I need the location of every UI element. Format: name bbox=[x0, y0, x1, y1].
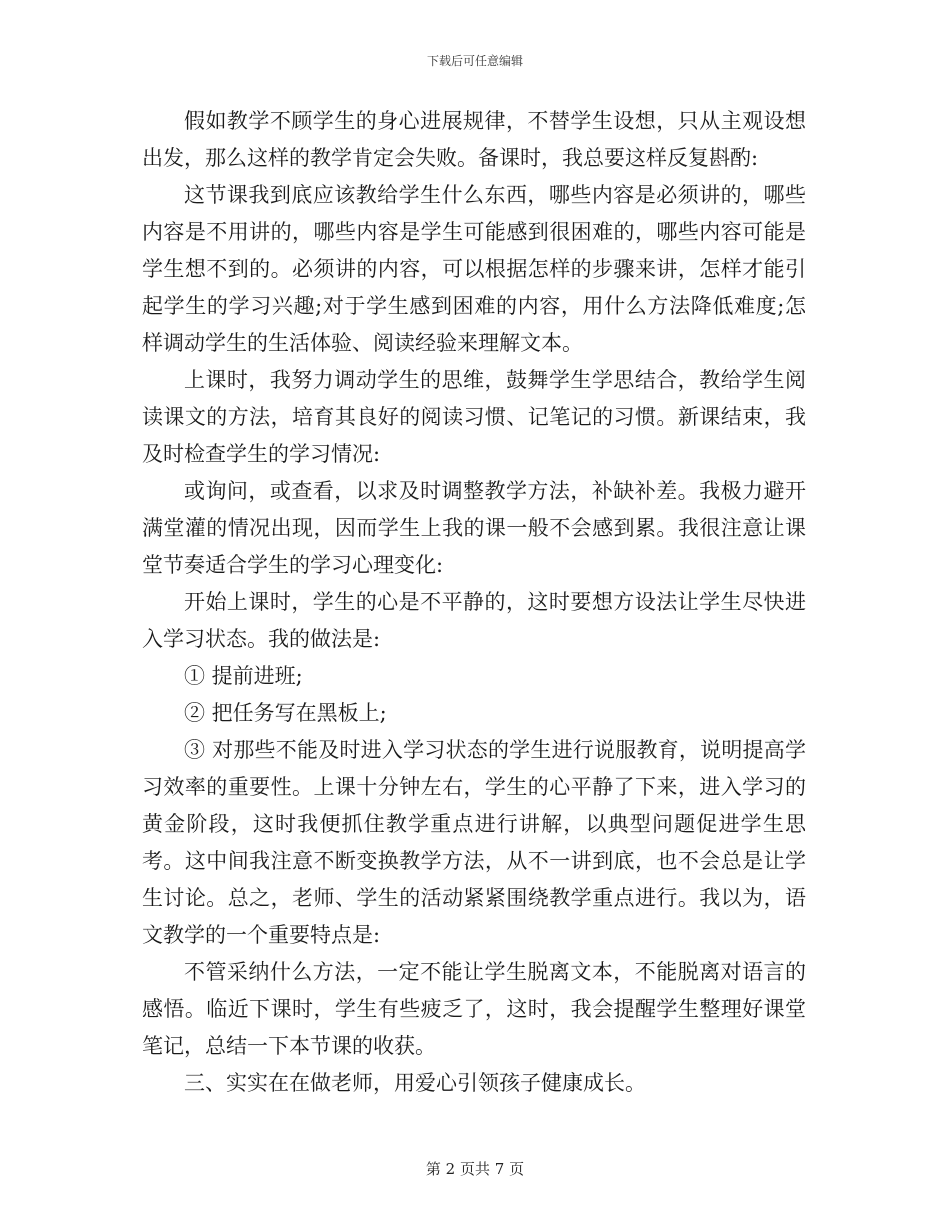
paragraph: 不管采纳什么方法，一定不能让学生脱离文本，不能脱离对语言的感悟。临近下课时，学生有些疲乏了，这时，我会提醒学生整理好课堂笔记，总结一下本节课的收获。 bbox=[142, 960, 806, 1058]
page-number: 第 2 页共 7 页 bbox=[425, 1160, 525, 1178]
paragraph: 这节课我到底应该教给学生什么东西，哪些内容是必须讲的，哪些内容是不用讲的，哪些内容是学生可能感到很困难的，哪些内容可能是学生想不到的。必须讲的内容，可以根据怎样的步骤来讲，怎样才能引起学生的学习兴趣;对于学生感到困难的内容，用什么方法降低难度;怎样调动学生的生活体验、阅读经验来理解文本。 bbox=[142, 183, 806, 355]
document-body bbox=[142, 103, 806, 1102]
list-item: ① 提前进班; bbox=[184, 664, 303, 688]
section-heading: 三、实实在在做老师，用爱心引领孩子健康成长。 bbox=[184, 1071, 646, 1095]
page-header: 下载后可任意编辑 bbox=[426, 54, 523, 68]
paragraph: 或询问，或查看，以求及时调整教学方法，补缺补差。我极力避开满堂灌的情况出现，因而学生上我的课一般不会感到累。我很注意让课堂节奏适合学生的学习心理变化: bbox=[142, 479, 806, 577]
list-item: ② 把任务写在黑板上; bbox=[184, 701, 387, 725]
paragraph: 假如教学不顾学生的身心进展规律，不替学生设想，只从主观设想出发，那么这样的教学肯定会失败。备课时，我总要这样反复斟酌: bbox=[142, 109, 806, 170]
paragraph: 上课时，我努力调动学生的思维，鼓舞学生学思结合，教给学生阅读课文的方法，培育其良好的阅读习惯、记笔记的习惯。新课结束，我及时检查学生的学习情况: bbox=[142, 368, 806, 466]
paragraph: 开始上课时，学生的心是不平静的，这时要想方设法让学生尽快进入学习状态。我的做法是: bbox=[142, 590, 806, 651]
list-item: ③ 对那些不能及时进入学习状态的学生进行说服教育，说明提高学习效率的重要性。上课十分钟左右，学生的心平静了下来，进入学习的黄金阶段，这时我便抓住教学重点进行讲解，以典型问题促进学生思考。这中间我注意不断变换教学方法，从不一讲到底，也不会总是让学生讨论。总之，老师、学生的活动紧紧围绕教学重点进行。我以为，语文教学的一个重要特点是: bbox=[142, 738, 806, 947]
